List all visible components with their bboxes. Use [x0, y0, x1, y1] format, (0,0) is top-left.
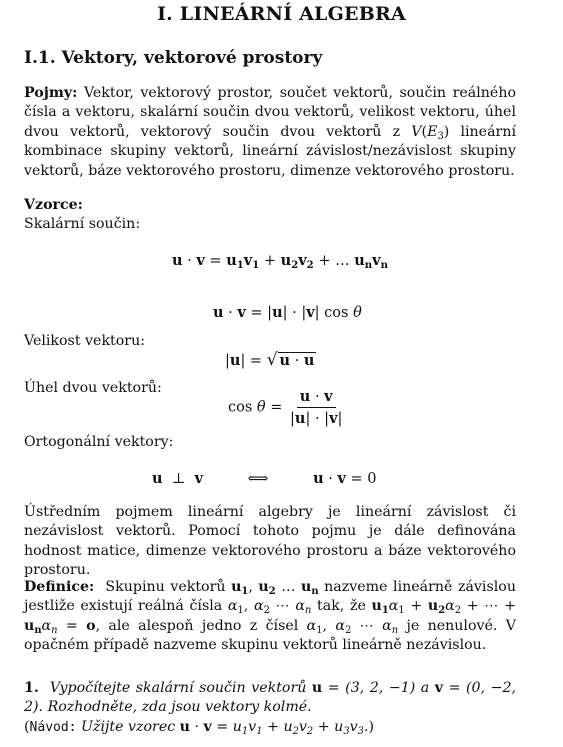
skalarni-label: Skalární součin: [24, 216, 141, 232]
central-paragraph: Ústředním pojmem lineární algebry je lineární závislost či nezávislost vektorů. Pomocí tohoto pojmu je dále definována hodnost matice, dimenze vektorového prostoru a báze vektorového prostoru. [24, 504, 516, 579]
exercise-text: Vypočítejte skalární součin vektorů u = (3, 2, −1) a v = (0, −2, 2). Rozhodněte, zda jsou vektory kolmé. [24, 680, 517, 716]
exercise-hint: (Návod: Užijte vzorec $u \cdot v = u_1v_1 + u_2v_2 + u_3v_3$.) [24, 718, 375, 737]
section-heading: I.1. Vektory, vektorové prostory [24, 48, 323, 68]
pojmy-label: Pojmy: [24, 85, 78, 101]
definice-paragraph [24, 578, 516, 656]
ortogonalni-label: Ortogonální vektory: [24, 434, 174, 450]
formula-magnitude: |u| = √ u · u [225, 350, 315, 370]
page-title: I. LINEÁRNÍ ALGEBRA [157, 3, 406, 25]
formula-dot-product-cos: u · v = |u| · |v| cos θ [213, 304, 362, 321]
uhel-label: Úhel dvou vektorů: [24, 380, 162, 396]
velikost-label: Velikost vektoru: [24, 333, 145, 349]
pojmy-paragraph [24, 84, 516, 181]
definice-label: Definice: [24, 579, 95, 595]
formula-orthogonal: u ⊥ v ⟺ u · v = 0 [152, 470, 377, 487]
definice-text: Skupinu vektorů $u_1$, $u_2$ … $u_n$ nazveme lineárně závislou jestliže existují reálná čísla $\alpha_1$, $\alpha_2$ ⋯ $\alpha_n$ tak, že $u_1\alpha_1 + u_2\alpha_2$ + ⋯ + $u_n\alpha_n = o$, ale alespoň jedno z čísel $\alpha_1$, $\alpha_2$ ⋯ $\alpha_n$ je nenulové. V opačném případě nazveme skupinu vektorů lineárně nezávislou. [24, 579, 516, 654]
vzorce-label: Vzorce: [24, 197, 83, 213]
exercise-1 [24, 679, 516, 737]
formula-dot-product-expanded: $u \cdot v = u_1v_1 + u_2v_2$ + … $u_nv_n$ [172, 252, 388, 271]
exercise-number: 1. [24, 680, 39, 696]
formula-angle: cos θ = $\frac{u \cdot v}{|u| \cdot |v|}$ [228, 388, 343, 427]
hint-label: Návod: [29, 719, 77, 735]
pojmy-text: Vektor, vektorový prostor, součet vektorů, součin reálného čísla a vektoru, skalární součin dvou vektorů, velikost vektoru, úhel dvou vektorů, vektorový součin dvou vektorů z $V(E_3)$ lineární kombinace skupiny vektorů, lineární závislost/nezávislost skupiny vektorů, báze vektorového prostoru, dimenze vektorového prostoru. [24, 85, 516, 179]
